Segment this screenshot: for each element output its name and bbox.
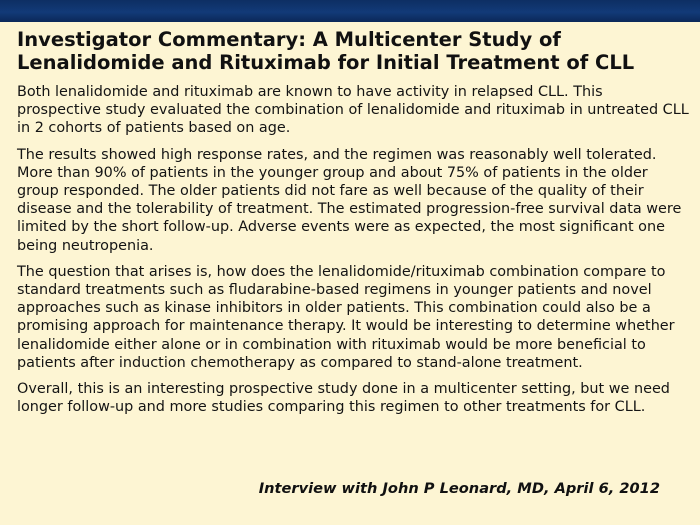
slide-title [17,28,689,74]
slide-title-line-1: Investigator Commentary: A Multicenter Study of [17,28,561,51]
paragraph-question: The question that arises is, how does the lenalidomide/rituximab combination compare to standard treatments such as fludarabine-based regimens in younger patients and novel approaches such as kinase inhibitors in older patients. This combination could also be a promising approach for maintenance therapy. It would be interesting to determine whether lenalidomide either alone or in combination with rituximab would be more beneficial to patients after induction chemotherapy as compared to stand-alone treatment. [17,263,675,371]
slide-content [17,28,689,424]
paragraph-conclusion: Overall, this is an interesting prospective study done in a multicenter setting, but we need longer follow-up and more studies comparing this regimen to other treatments for CLL. [17,381,670,416]
paragraph-results: The results showed high response rates, and the regimen was reasonably well tolerated. More than 90% of patients in the younger group and about 75% of patients in the older group responded. The older patients did not fare as well because of the quality of their disease and the tolerability of treatment. The estimated progression-free survival data were limited by the short follow-up. Adverse events were as expected, the most significant one being neutropenia. [17,146,682,254]
attribution: Interview with John P Leonard, MD, April 6, 2012 [258,480,660,497]
slide-title-line-2: Lenalidomide and Rituximab for Initial Treatment of CLL [17,51,635,74]
header-bar [0,0,700,22]
paragraph-intro: Both lenalidomide and rituximab are known to have activity in relapsed CLL. This prospective study evaluated the combination of lenalidomide and rituximab in untreated CLL in 2 cohorts of patients based on age. [17,84,689,137]
